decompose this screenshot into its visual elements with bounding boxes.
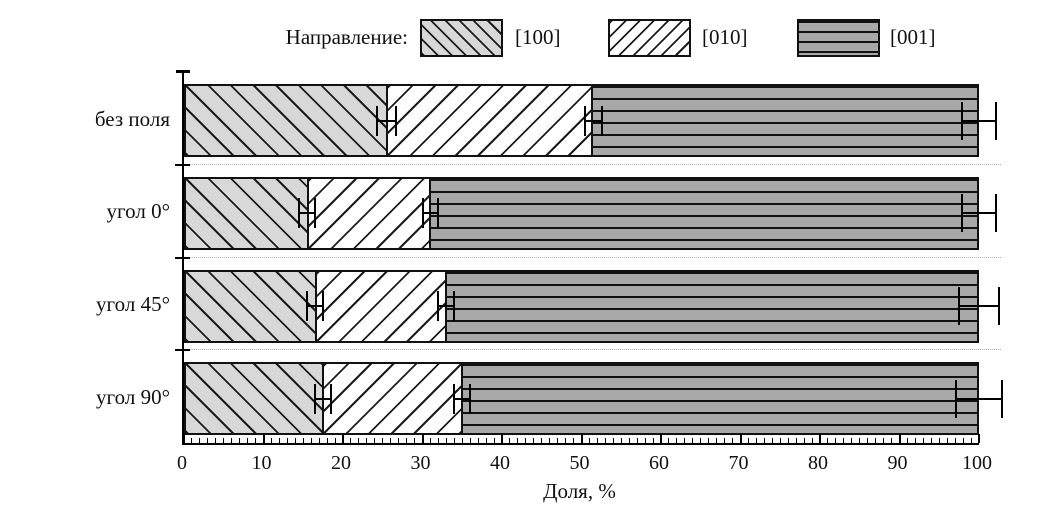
stacked-bar-row (184, 362, 979, 435)
x-axis-major-tick (899, 434, 901, 443)
x-axis-minor-tick (486, 438, 487, 443)
x-axis-minor-tick (438, 438, 439, 443)
x-axis-minor-tick (335, 438, 336, 443)
error-bar-whisker (454, 398, 470, 400)
x-axis-minor-tick (366, 438, 367, 443)
error-bar-cap (306, 291, 308, 321)
x-axis-minor-tick (565, 438, 566, 443)
x-axis-tick-label: 90 (887, 452, 908, 474)
x-axis-minor-tick (605, 438, 606, 443)
x-axis-minor-tick (319, 438, 320, 443)
error-bar-cap (955, 380, 957, 418)
legend-swatch-100-icon (420, 19, 503, 57)
bar-segment-100 (186, 86, 388, 155)
x-axis-minor-tick (430, 438, 431, 443)
x-axis-minor-tick (915, 438, 916, 443)
x-axis-minor-tick (573, 438, 574, 443)
x-axis-minor-tick (971, 438, 972, 443)
x-axis-minor-tick (470, 438, 471, 443)
error-bar-whisker (962, 120, 997, 122)
error-bar-whisker (423, 212, 439, 214)
x-axis-minor-tick (923, 438, 924, 443)
x-axis-minor-tick (223, 438, 224, 443)
x-axis-minor-tick (645, 438, 646, 443)
x-axis-minor-tick (764, 438, 765, 443)
x-axis-minor-tick (724, 438, 725, 443)
x-axis-minor-tick (478, 438, 479, 443)
x-axis-minor-tick (597, 438, 598, 443)
x-axis-minor-tick (621, 438, 622, 443)
x-axis-minor-tick (692, 438, 693, 443)
x-axis-major-tick (342, 434, 344, 443)
x-axis-minor-tick (589, 438, 590, 443)
x-axis-minor-tick (247, 438, 248, 443)
category-label: угол 45° (96, 292, 170, 316)
error-bar-whisker (438, 305, 454, 307)
bar-segment-001 (463, 364, 977, 433)
x-axis-minor-tick (772, 438, 773, 443)
x-axis-minor-tick (796, 438, 797, 443)
error-bar-cap (437, 198, 439, 228)
x-axis-minor-tick (867, 438, 868, 443)
x-axis-minor-tick (629, 438, 630, 443)
x-axis-minor-tick (279, 438, 280, 443)
plot-area (182, 72, 979, 445)
error-bar-whisker (585, 120, 602, 122)
category-separator-gridline (184, 164, 1001, 165)
error-bar-cap (453, 291, 455, 321)
legend-swatch-001-icon (797, 19, 880, 57)
x-axis-title: Доля, % (543, 479, 616, 503)
x-axis-tick-label: 80 (808, 452, 828, 474)
x-axis-minor-tick (541, 438, 542, 443)
error-bar-cap (314, 198, 316, 228)
x-axis-minor-tick (191, 438, 192, 443)
x-axis-minor-tick (517, 438, 518, 443)
error-bar-cap (998, 287, 1000, 325)
x-axis-minor-tick (812, 438, 813, 443)
x-axis-minor-tick (215, 438, 216, 443)
x-axis-minor-tick (947, 438, 948, 443)
x-axis-minor-tick (883, 438, 884, 443)
error-bar-whisker (956, 398, 1002, 400)
x-axis-tick-label: 0 (177, 452, 187, 474)
x-axis-tick-label: 100 (962, 452, 992, 474)
stacked-bar-row (184, 270, 979, 343)
x-axis-minor-tick (732, 438, 733, 443)
bar-segment-100 (186, 364, 324, 433)
bar-segment-001 (447, 272, 977, 341)
x-axis-minor-tick (748, 438, 749, 443)
legend-swatch-010-icon (608, 19, 691, 57)
x-axis-minor-tick (843, 438, 844, 443)
legend-item-001: [001] (890, 25, 936, 49)
error-bar-cap (376, 106, 378, 136)
x-axis-major-tick (263, 434, 265, 443)
x-axis-major-tick (501, 434, 503, 443)
x-axis-minor-tick (613, 438, 614, 443)
chart-legend (0, 15, 1048, 67)
bar-segment-010 (309, 179, 432, 248)
x-axis-minor-tick (827, 438, 828, 443)
x-axis-minor-tick (788, 438, 789, 443)
x-axis-minor-tick (637, 438, 638, 443)
x-axis-minor-tick (557, 438, 558, 443)
error-bar-cap (322, 291, 324, 321)
error-bar-cap (601, 106, 603, 136)
error-bar-cap (314, 384, 316, 414)
x-axis-minor-tick (955, 438, 956, 443)
x-axis-minor-tick (668, 438, 669, 443)
x-axis-tick-label: 60 (649, 452, 669, 474)
x-axis-major-tick (740, 434, 742, 443)
x-axis-tick-label: 30 (410, 452, 431, 474)
x-axis-minor-tick (963, 438, 964, 443)
x-axis-major-tick (581, 434, 583, 443)
error-bar-cap (1001, 380, 1003, 418)
x-axis-minor-tick (446, 438, 447, 443)
error-bar-whisker (307, 305, 323, 307)
x-axis-minor-tick (835, 438, 836, 443)
x-axis-minor-tick (780, 438, 781, 443)
x-axis-minor-tick (271, 438, 272, 443)
x-axis-minor-tick (358, 438, 359, 443)
error-bar-cap (995, 194, 997, 232)
x-axis-minor-tick (549, 438, 550, 443)
error-bar-cap (961, 102, 963, 140)
x-axis-minor-tick (239, 438, 240, 443)
x-axis-minor-tick (454, 438, 455, 443)
error-bar-whisker (377, 120, 396, 122)
x-axis-minor-tick (287, 438, 288, 443)
x-axis-minor-tick (295, 438, 296, 443)
x-axis-minor-tick (462, 438, 463, 443)
bar-segment-001 (431, 179, 977, 248)
x-axis-minor-tick (327, 438, 328, 443)
x-axis-minor-tick (350, 438, 351, 443)
error-bar-cap (584, 106, 586, 136)
x-axis-minor-tick (374, 438, 375, 443)
x-axis-minor-tick (311, 438, 312, 443)
x-axis-major-tick (978, 434, 980, 443)
x-axis-tick-label: 70 (728, 452, 749, 474)
error-bar-whisker (299, 212, 315, 214)
x-axis-minor-tick (303, 438, 304, 443)
x-axis-major-tick (819, 434, 821, 443)
error-bar-cap (995, 102, 997, 140)
bar-segment-001 (593, 86, 977, 155)
error-bar-whisker (315, 398, 331, 400)
x-axis-minor-tick (207, 438, 208, 443)
legend-title: Направление: (285, 25, 408, 49)
x-axis-minor-tick (804, 438, 805, 443)
x-axis-minor-tick (851, 438, 852, 443)
x-axis-minor-tick (525, 438, 526, 443)
y-axis-tick (175, 349, 190, 351)
category-label: без поля (94, 106, 170, 131)
error-bar-cap (437, 291, 439, 321)
error-bar-cap (469, 384, 471, 414)
x-axis-tick-label: 20 (331, 452, 351, 474)
error-bar-cap (453, 384, 455, 414)
stacked-bar-row (184, 84, 979, 157)
error-bar-cap (422, 198, 424, 228)
x-axis-minor-tick (382, 438, 383, 443)
bar-segment-010 (324, 364, 462, 433)
error-bar-cap (298, 198, 300, 228)
bar-segment-100 (186, 272, 317, 341)
x-axis-minor-tick (414, 438, 415, 443)
x-axis-minor-tick (875, 438, 876, 443)
x-axis-minor-tick (653, 438, 654, 443)
x-axis-minor-tick (939, 438, 940, 443)
x-axis-minor-tick (533, 438, 534, 443)
x-axis-tick-label: 50 (569, 452, 590, 474)
x-axis-minor-tick (931, 438, 932, 443)
bar-segment-010 (388, 86, 594, 155)
x-axis-minor-tick (859, 438, 860, 443)
x-axis-minor-tick (255, 438, 256, 443)
x-axis-major-tick (183, 434, 185, 443)
x-axis-minor-tick (231, 438, 232, 443)
error-bar-whisker (959, 305, 999, 307)
x-axis-major-tick (660, 434, 662, 443)
x-axis-minor-tick (406, 438, 407, 443)
x-axis-minor-tick (891, 438, 892, 443)
x-axis-minor-tick (509, 438, 510, 443)
x-axis-minor-tick (676, 438, 677, 443)
x-axis-minor-tick (684, 438, 685, 443)
category-separator-gridline (184, 257, 1001, 258)
legend-item-010: [010] (702, 25, 748, 49)
error-bar-cap (958, 287, 960, 325)
error-bar-whisker (962, 212, 997, 214)
x-axis-minor-tick (390, 438, 391, 443)
error-bar-cap (330, 384, 332, 414)
x-axis-minor-tick (494, 438, 495, 443)
legend-item-100: [100] (515, 25, 561, 49)
x-axis-minor-tick (716, 438, 717, 443)
category-separator-gridline (184, 349, 1001, 350)
x-axis-minor-tick (907, 438, 908, 443)
y-axis-tick (175, 257, 190, 259)
y-axis-end-cap (176, 70, 190, 73)
bar-segment-100 (186, 179, 309, 248)
x-axis-major-tick (422, 434, 424, 443)
error-bar-cap (961, 194, 963, 232)
x-axis-minor-tick (756, 438, 757, 443)
x-axis-minor-tick (199, 438, 200, 443)
x-axis-tick-label: 10 (251, 452, 272, 474)
x-axis-minor-tick (708, 438, 709, 443)
error-bar-cap (395, 106, 397, 136)
bar-segment-010 (317, 272, 448, 341)
y-axis-tick (175, 164, 190, 166)
x-axis-tick-label: 40 (490, 452, 510, 474)
category-label: угол 0° (106, 199, 170, 224)
x-axis-minor-tick (700, 438, 701, 443)
category-label: угол 90° (96, 384, 170, 409)
x-axis-minor-tick (398, 438, 399, 443)
